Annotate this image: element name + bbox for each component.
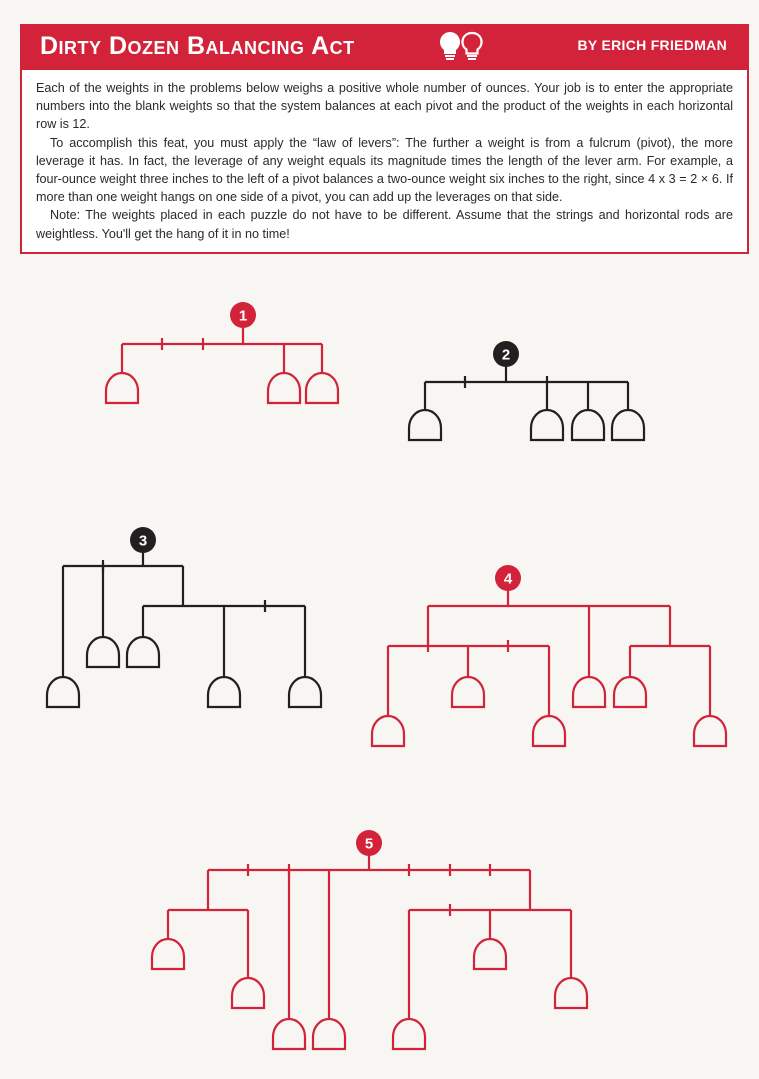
puzzle-5 [152, 830, 587, 1049]
weight-blank[interactable] [208, 677, 240, 707]
puzzle-5-number: 5 [364, 835, 374, 853]
puzzle-4 [372, 565, 726, 746]
instructions-paragraph-3: Note: The weights placed in each puzzle do not have to be different. Assume that the strings and horizontal rods are weightless. You'll get the hang of it in no time! [36, 208, 733, 241]
weight-blank[interactable] [152, 939, 184, 969]
weight-blank[interactable] [393, 1019, 425, 1049]
weight-blank[interactable] [232, 978, 264, 1008]
puzzle-3 [47, 527, 321, 707]
weight-blank[interactable] [313, 1019, 345, 1049]
weight-blank[interactable] [273, 1019, 305, 1049]
instructions-paragraph-2: To accomplish this feat, you must apply the “law of levers”: The further a weight is from a fulcrum (pivot), the more leverage it has. In fact, the leverage of any weight equals its magnitude times the length of the lever arm. For example, a four-ounce weight three inches to the left of a pivot balances a two-ounce weight six inches to the right, since 4 x 3 = 2 × 6. If more than one weight hangs on one side of a pivot, you can add up the leverages on that side. [36, 135, 733, 205]
weight-blank[interactable] [87, 637, 119, 667]
weight-blank[interactable] [289, 677, 321, 707]
weight-blank[interactable] [614, 677, 646, 707]
weight-blank[interactable] [531, 410, 563, 440]
weight-blank[interactable] [474, 939, 506, 969]
weight-blank[interactable] [47, 677, 79, 707]
puzzle-3-number: 3 [138, 532, 148, 550]
weight-blank[interactable] [306, 373, 338, 403]
weight-blank[interactable] [127, 637, 159, 667]
weight-blank[interactable] [372, 716, 404, 746]
puzzle-1-number: 1 [238, 307, 248, 325]
weight-blank[interactable] [409, 410, 441, 440]
puzzle-1 [106, 302, 338, 403]
weight-blank[interactable] [106, 373, 138, 403]
puzzle-2 [409, 341, 644, 440]
weight-blank[interactable] [612, 410, 644, 440]
weight-blank[interactable] [555, 978, 587, 1008]
weight-blank[interactable] [572, 410, 604, 440]
puzzle-2-number: 2 [501, 346, 511, 364]
weight-blank[interactable] [268, 373, 300, 403]
author-byline: BY ERICH FRIEDMAN [577, 37, 727, 53]
weight-blank[interactable] [533, 716, 565, 746]
puzzle-4-number: 4 [503, 570, 513, 588]
instructions-paragraph-1: Each of the weights in the problems below weighs a positive whole number of ounces. Your job is to enter the appropriate numbers into the blank weights so that the system balances at each pivot and the product of the weights in each horizontal row is 12. [36, 81, 733, 132]
weight-blank[interactable] [694, 716, 726, 746]
weight-blank[interactable] [573, 677, 605, 707]
page-title: Dirty Dozen Balancing Act [40, 32, 355, 60]
weight-blank[interactable] [452, 677, 484, 707]
